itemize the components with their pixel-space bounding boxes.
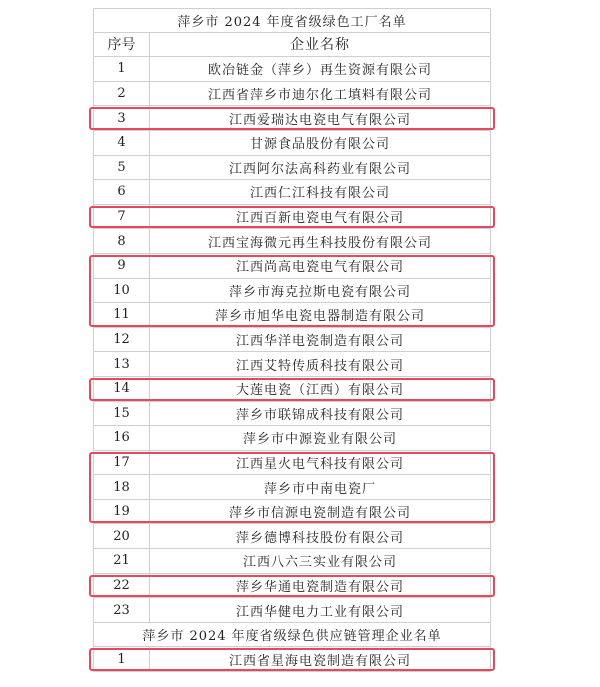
row-number: 12 — [94, 328, 150, 352]
highlight-box — [89, 206, 495, 229]
company-name: 江西华健电力工业有限公司 — [235, 604, 404, 620]
row-number: 15 — [94, 402, 150, 426]
row-number: 4 — [94, 131, 150, 155]
header-no: 序号 — [94, 33, 150, 57]
company-name: 萍乡市联锦成科技有限公司 — [235, 407, 404, 423]
row-number: 14 — [94, 377, 150, 401]
table-row — [93, 156, 491, 181]
company-name: 江西省萍乡市迪尔化工填料有限公司 — [207, 88, 432, 104]
table-row — [93, 524, 491, 549]
highlight-box — [89, 648, 495, 671]
table-row — [93, 549, 491, 574]
company-name: 欧冶链金（萍乡）再生资源有限公司 — [207, 63, 432, 79]
row-number: 7 — [94, 205, 150, 229]
row-number: 11 — [94, 303, 150, 327]
row-number: 17 — [94, 451, 150, 475]
highlight-box — [89, 452, 495, 524]
highlight-box — [89, 378, 495, 401]
row-number: 10 — [94, 279, 150, 303]
table1-title-row — [93, 8, 491, 33]
highlight-box — [89, 255, 495, 327]
row-number: 8 — [94, 229, 150, 253]
company-name: 江西百新电瓷电气有限公司 — [235, 211, 404, 227]
company-name: 江西省星海电瓷制造有限公司 — [228, 653, 411, 669]
row-number: 20 — [94, 524, 150, 548]
row-number: 9 — [94, 254, 150, 278]
company-name: 江西八六三实业有限公司 — [242, 555, 397, 571]
table-row — [93, 598, 491, 623]
row-number: 3 — [94, 106, 150, 130]
company-name: 江西爱瑞达电瓷电气有限公司 — [228, 112, 411, 128]
table-row — [93, 131, 491, 156]
row-number: 19 — [94, 500, 150, 524]
company-name: 江西尚高电瓷电气有限公司 — [235, 260, 404, 276]
company-name: 萍乡市中南电瓷厂 — [263, 481, 376, 497]
table-row — [93, 328, 491, 353]
company-name: 萍乡市中源瓷业有限公司 — [242, 432, 397, 448]
table2-title-row — [93, 623, 491, 648]
company-name: 江西仁江科技有限公司 — [249, 186, 390, 202]
table-row — [93, 352, 491, 377]
company-name: 江西艾特传质科技有限公司 — [235, 358, 404, 374]
table-row — [93, 229, 491, 254]
company-name: 江西阿尔法高科药业有限公司 — [228, 161, 411, 177]
row-number: 2 — [94, 82, 150, 106]
company-name: 江西华洋电瓷制造有限公司 — [235, 334, 404, 350]
row-number: 13 — [94, 352, 150, 376]
row-number: 16 — [94, 426, 150, 450]
table1-title: 萍乡市 2024 年度省级绿色工厂名单 — [177, 14, 407, 30]
table-row — [93, 426, 491, 451]
row-number: 18 — [94, 475, 150, 499]
table-row — [93, 180, 491, 205]
header-name: 企业名称 — [290, 37, 350, 54]
row-number: 6 — [94, 180, 150, 204]
table1-header-row — [93, 33, 491, 58]
company-name: 萍乡华通电瓷制造有限公司 — [235, 579, 404, 595]
company-name: 甘源食品股份有限公司 — [249, 137, 390, 153]
table-row — [93, 57, 491, 82]
company-name: 萍乡市旭华电瓷电器制造有限公司 — [214, 309, 425, 325]
company-name: 萍乡市信源电瓷制造有限公司 — [228, 506, 411, 522]
highlight-box — [89, 107, 495, 130]
highlight-box — [89, 575, 495, 598]
row-number: 1 — [94, 647, 150, 671]
company-name: 萍乡市海克拉斯电瓷有限公司 — [228, 284, 411, 300]
row-number: 23 — [94, 598, 150, 622]
table-row — [93, 402, 491, 427]
row-number: 1 — [94, 57, 150, 81]
row-number: 5 — [94, 156, 150, 180]
table2-title: 萍乡市 2024 年度省级绿色供应链管理企业名单 — [142, 629, 442, 645]
company-name: 萍乡德博科技股份有限公司 — [235, 530, 404, 546]
company-name: 江西宝海微元再生科技股份有限公司 — [207, 235, 432, 251]
company-name: 江西星火电气科技有限公司 — [235, 456, 404, 472]
row-number: 21 — [94, 549, 150, 573]
row-number: 22 — [94, 574, 150, 598]
table-row — [93, 82, 491, 107]
company-name: 大莲电瓷（江西）有限公司 — [235, 383, 404, 399]
